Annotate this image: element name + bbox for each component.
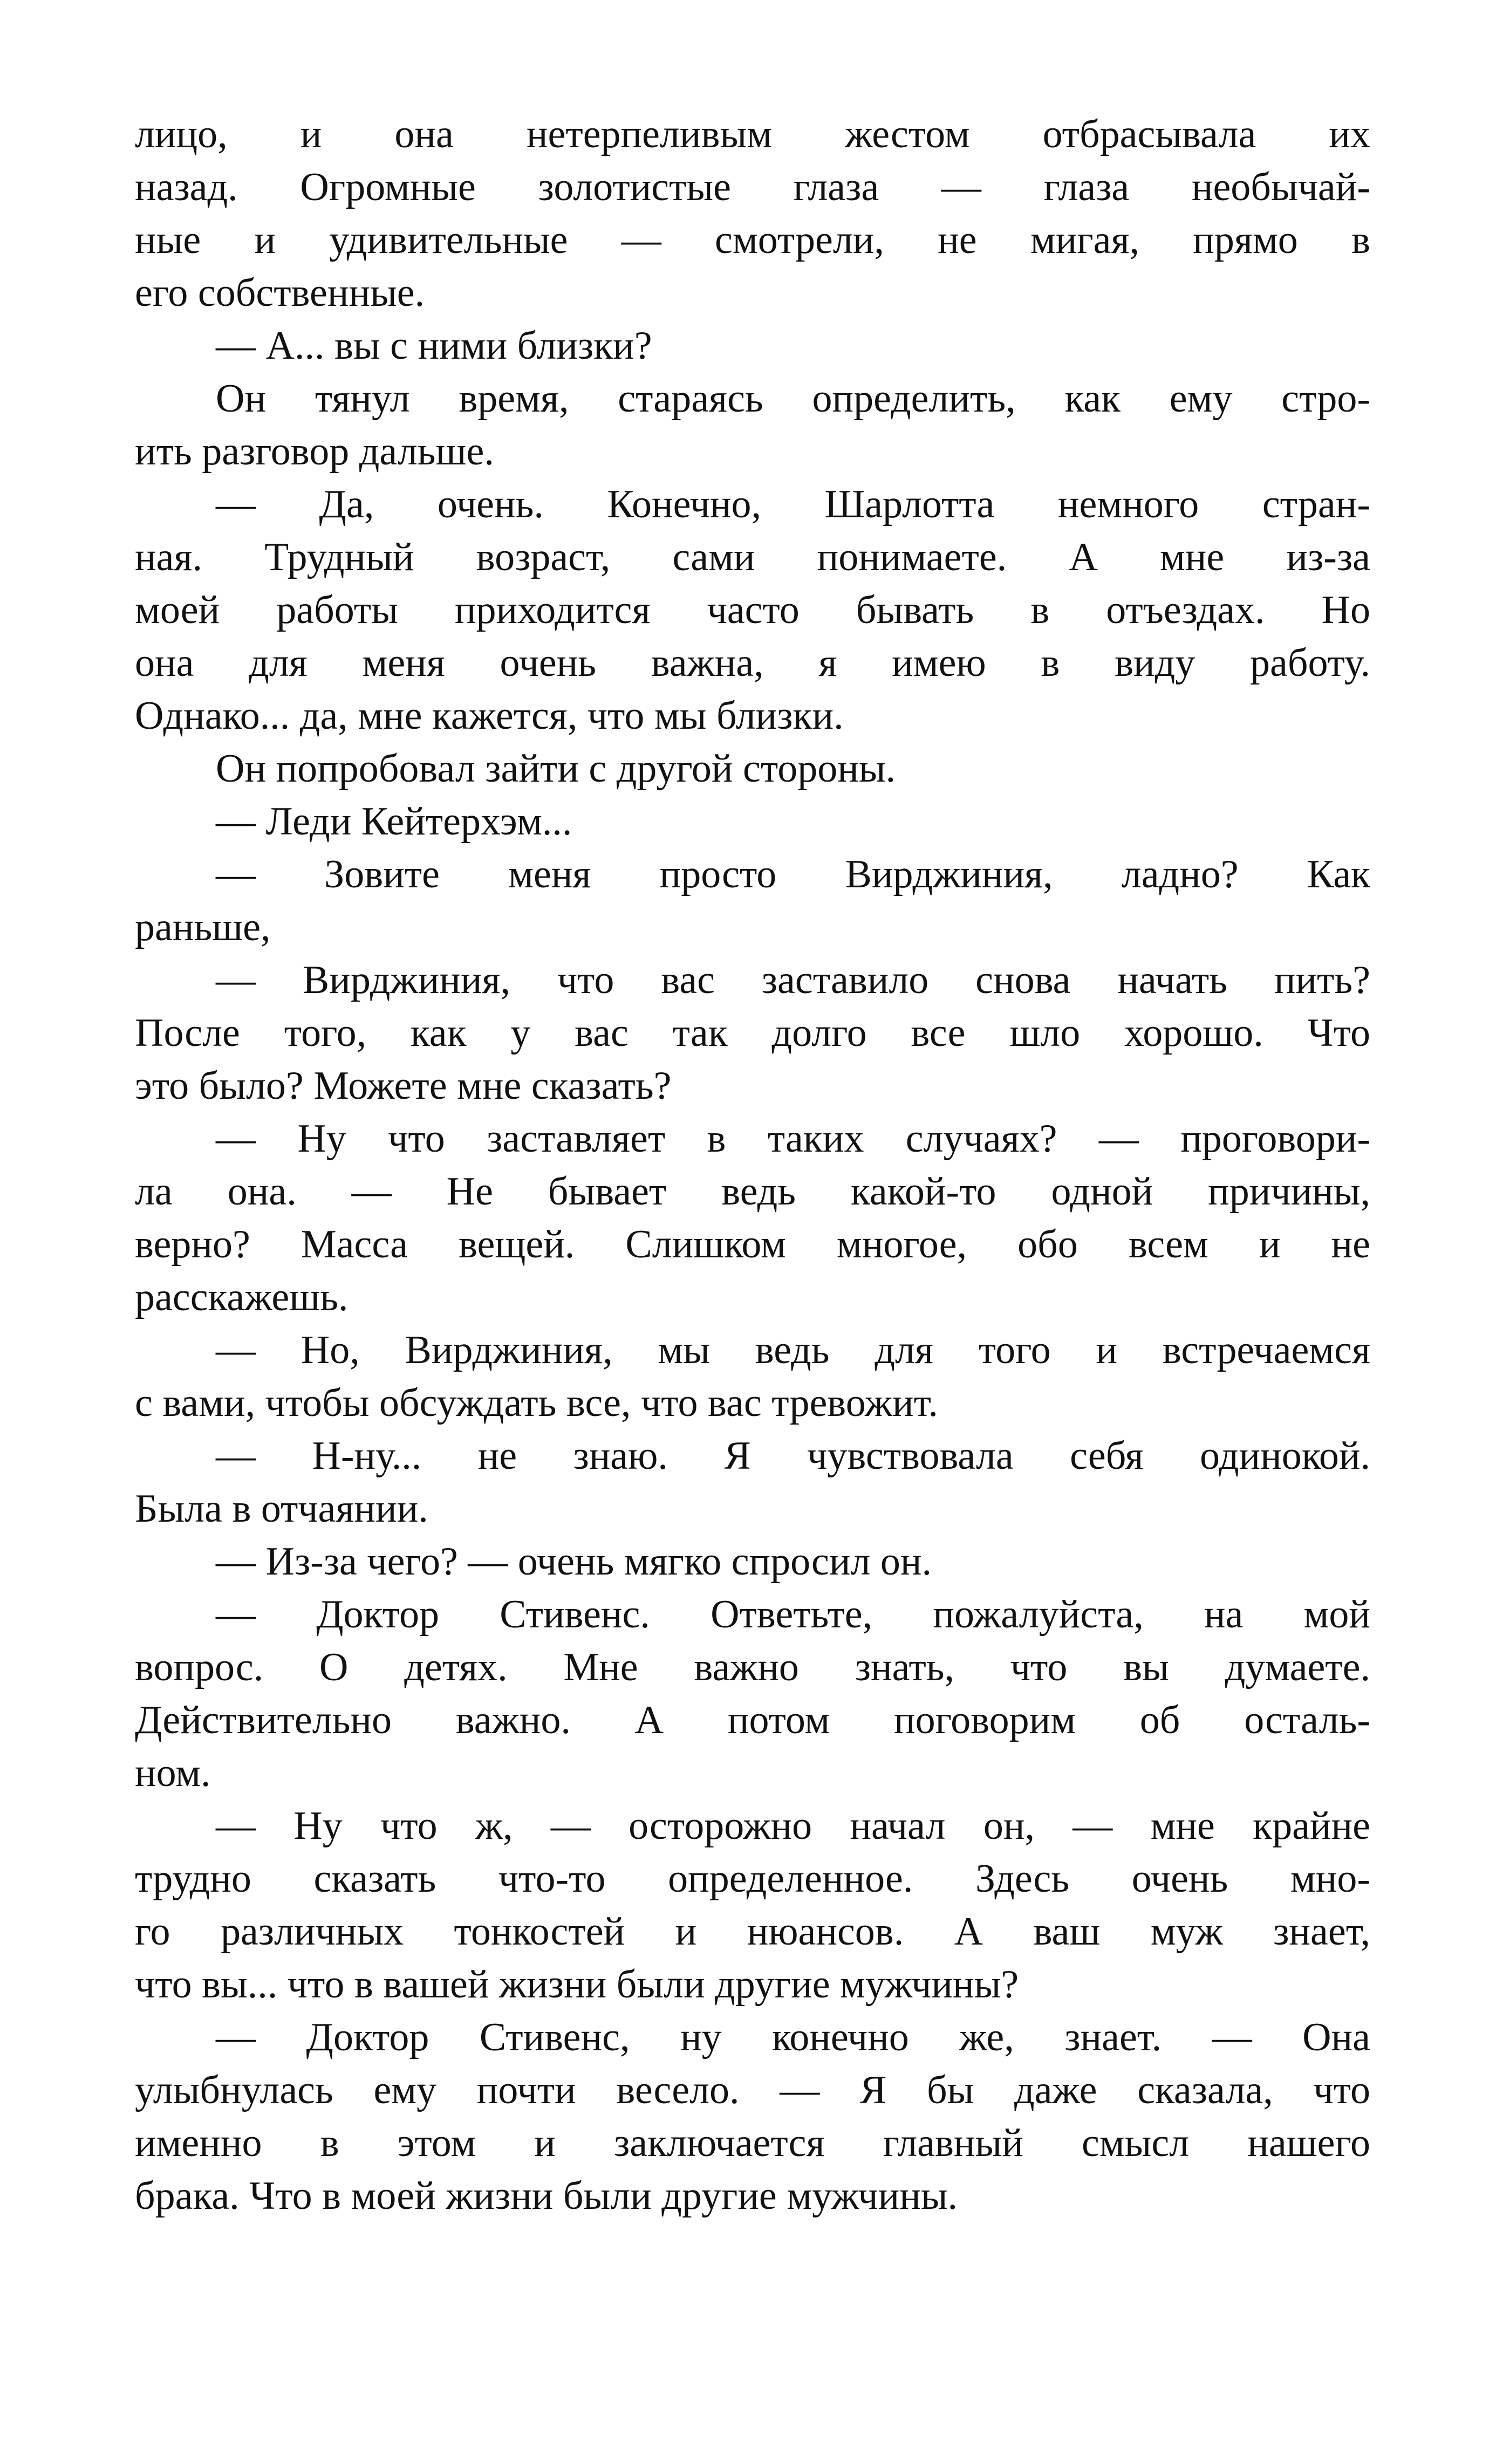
text-line: — Из-за чего? — очень мягко спросил он. [216,1539,932,1584]
text-line: лицо, и она нетерпеливым жестом отбрасывала их [135,112,1370,156]
text-line: ить разговор дальше. [135,429,494,474]
text-line: назад. Огромные золотистые глаза — глаза необычай- [135,165,1370,209]
text-line: вопрос. О детях. Мне важно знать, что вы думаете. [135,1645,1370,1689]
text-line: — Н-ну... не знаю. Я чувствовала себя одинокой. [216,1434,1370,1478]
text-line: — Леди Кейтерхэм... [216,799,572,844]
text-line: ном. [135,1751,211,1795]
text-line: — Но, Вирджиния, мы ведь для того и встречаемся [216,1328,1370,1372]
text-line: улыбнулась ему почти весело. — Я бы даже сказала, что [135,2068,1370,2112]
text-line: — Доктор Стивенс. Ответьте, пожалуйста, на мой [216,1592,1370,1637]
text-line: Он тянул время, стараясь определить, как ему стро- [216,377,1370,421]
text-line: расскажешь. [135,1275,349,1319]
text-line: что вы... что в вашей жизни были другие мужчины? [135,1962,1019,2007]
text-line: верно? Масса вещей. Слишком многое, обо всем и не [135,1222,1370,1267]
text-line: трудно сказать что-то определенное. Здесь очень мно- [135,1857,1370,1901]
text-line: — Зовите меня просто Вирджиния, ладно? Как [216,852,1370,896]
text-line: ла она. — Не бывает ведь какой-то одной причины, [135,1169,1370,1214]
text-line: брака. Что в моей жизни были другие мужчины. [135,2174,958,2218]
text-line: — А... вы с ними близки? [216,324,652,368]
text-line: После того, как у вас так долго все шло хорошо. Что [135,1011,1370,1055]
text-line: — Доктор Стивенс, ну конечно же, знает. — Она [216,2015,1370,2059]
text-line: го различных тонкостей и нюансов. А ваш муж знает, [135,1909,1370,1954]
text-line: моей работы приходится часто бывать в отъездах. Но [135,588,1370,632]
text-line: раньше, [135,905,271,949]
text-line: ная. Трудный возраст, сами понимаете. А мне из-за [135,535,1370,579]
text-line: она для меня очень важна, я имею в виду работу. [135,641,1370,685]
text-line: это было? Можете мне сказать? [135,1064,672,1108]
text-line: именно в этом и заключается главный смысл нашего [135,2121,1370,2165]
text-line: — Вирджиния, что вас заставило снова начать пить? [216,958,1370,1002]
text-line: Была в отчаянии. [135,1487,428,1531]
text-line: — Ну что ж, — осторожно начал он, — мне крайне [216,1804,1370,1848]
text-line: с вами, чтобы обсуждать все, что вас тревожит. [135,1381,938,1425]
text-line: Он попробовал зайти с другой стороны. [216,747,896,791]
text-line: ные и удивительные — смотрели, не мигая, прямо в [135,218,1370,262]
text-line: Действительно важно. А потом поговорим об осталь- [135,1698,1370,1742]
text-line: — Да, очень. Конечно, Шарлотта немного стран- [216,482,1370,526]
text-line: его собственные. [135,271,425,315]
body-text [135,108,1370,2222]
text-line: Однако... да, мне кажется, что мы близки. [135,694,844,738]
text-line: — Ну что заставляет в таких случаях? — проговори- [216,1117,1370,1161]
